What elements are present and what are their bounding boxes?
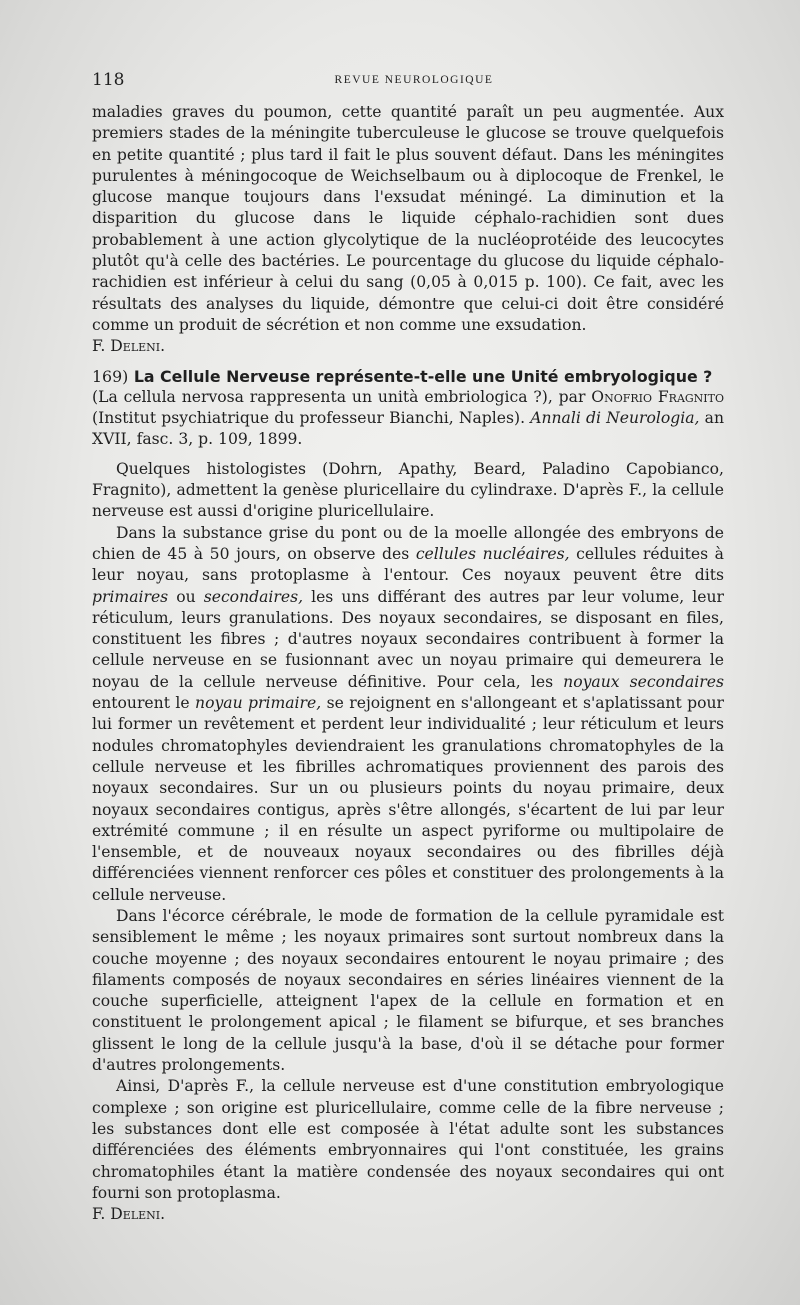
page-number: 118	[92, 70, 125, 90]
paragraph-4: Ainsi, D'après F., la cellule nerveuse est d'une constitution embryologique complexe ; son origine est pluricellulaire, comme celle de la fibre nerveuse ; les substances dont elle est composée à l'état adulte sont les substances différenciées des éléments embryonnaires qui l'ont constituée, les grains chromatophiles étant la matière condensée des noyaux secondaires qui ont fourni son protoplasma.	[92, 1077, 724, 1202]
running-head: REVUE NEUROLOGIQUE	[334, 74, 494, 86]
paragraph-3: Dans l'écorce cérébrale, le mode de formation de la cellule pyramidale est sensiblement le même ; les noyaux primaires sont surtout nombreux dans la couche moyenne ; des noyaux secondaires entourent le noyau primaire ; des filaments composés de noyaux secondaires en séries linéaires viennent de la couche superficielle, atteignent l'apex de la cellule en formation et en constituent le prolongement apical ; le filament se bifurque, et ses branches glissent le long de la cellule jusqu'à la base, d'où il se détache pour former d'autres prolongements.	[92, 906, 724, 1075]
citation-institution: (Institut psychiatrique du professeur Bianchi, Naples).	[92, 409, 526, 428]
page-body	[92, 102, 724, 1225]
signature-text: F. Deleni.	[92, 337, 166, 356]
entry-title	[92, 366, 724, 387]
citation-text: (La cellula nervosa rappresenta un unità embriologica ?), par	[92, 387, 586, 406]
signature	[92, 336, 724, 357]
entry-title-text: La Cellule Nerveuse représente-t-elle une Unité embryologique ?	[133, 366, 713, 386]
paragraph-1: Quelques histologistes (Dohrn, Apathy, Beard, Paladino Capobianco, Fragnito), admettent la genèse pluricellaire du cylindraxe. D'après F., la cellule nerveuse est aussi d'origine pluricellulaire.	[92, 459, 724, 521]
citation-volume: an XVII, fasc. 3, p. 109, 1899.	[92, 409, 724, 449]
page-header	[92, 70, 736, 98]
citation-journal: Annali di Neurologia,	[530, 409, 700, 428]
signature-2	[92, 1204, 724, 1225]
entry-citation	[92, 387, 724, 451]
continued-paragraph: maladies graves du poumon, cette quantité paraît un peu augmentée. Aux premiers stades de la méningite tuberculeuse le glucose se trouve quelquefois en petite quantité ; plus tard il fait le plus souvent défaut. Dans les méningites purulentes à méningocoque de Weichselbaum ou à diplocoque de Frenkel, le glucose manque toujours dans l'exsudat méningé. La diminution et la disparition du glucose dans le liquide céphalo-rachidien sont dues probablement à une action glycolytique de la nucléoprotéide des leucocytes plutôt qu'à celle des bactéries. Le pourcentage du glucose du liquide céphalo-rachidien est inférieur à celui du sang (0,05 à 0,015 p. 100). Ce fait, avec les résultats des analyses du liquide, démontre que celui-ci doit être considéré comme un produit de sécrétion et non comme une exsudation.	[92, 103, 724, 334]
paragraph-2: Dans la substance grise du pont ou de la moelle allongée des embryons de chien de 45 à 50 jours, on observe des cellules nucléaires, cellules réduites à leur noyau, sans protoplasme à l'entour. Ces noyaux peuvent être dits primaires ou secondaires, les uns différant des autres par leur volume, leur réticulum, leurs granulations. Des noyaux secondaires, se disposant en files, constituent les fibres ; d'autres noyaux secondaires contribuent à former la cellule nerveuse en se fusionnant avec un noyau primaire qui demeurera le noyau de la cellule nerveuse définitive. Pour cela, les noyaux secondaires entourent le noyau primaire, se rejoignent en s'allongeant et s'aplatissant pour lui former un revêtement et perdent leur individualité ; leur réticulum et leurs nodules chromatophyles deviendraient les granulations chromatophyles de la cellule nerveuse et les fibrilles achromatiques proviennent des parois des noyaux secondaires. Sur un ou plusieurs points du noyau primaire, deux noyaux secondaires contigus, après s'être allongés, s'écartent de lui par leur extrémité commune ; il en résulte un aspect pyriforme ou multipolaire de l'ensemble, et de nouveaux noyaux secondaires ou des fibrilles déjà différenciées viennent renforcer ces pôles et constituer des prolongements à la cellule nerveuse.	[92, 523, 725, 904]
citation-author: Onofrio Fragnito	[591, 387, 725, 406]
signature-2-text: F. Deleni.	[92, 1205, 166, 1224]
entry-number: 169)	[92, 366, 129, 386]
